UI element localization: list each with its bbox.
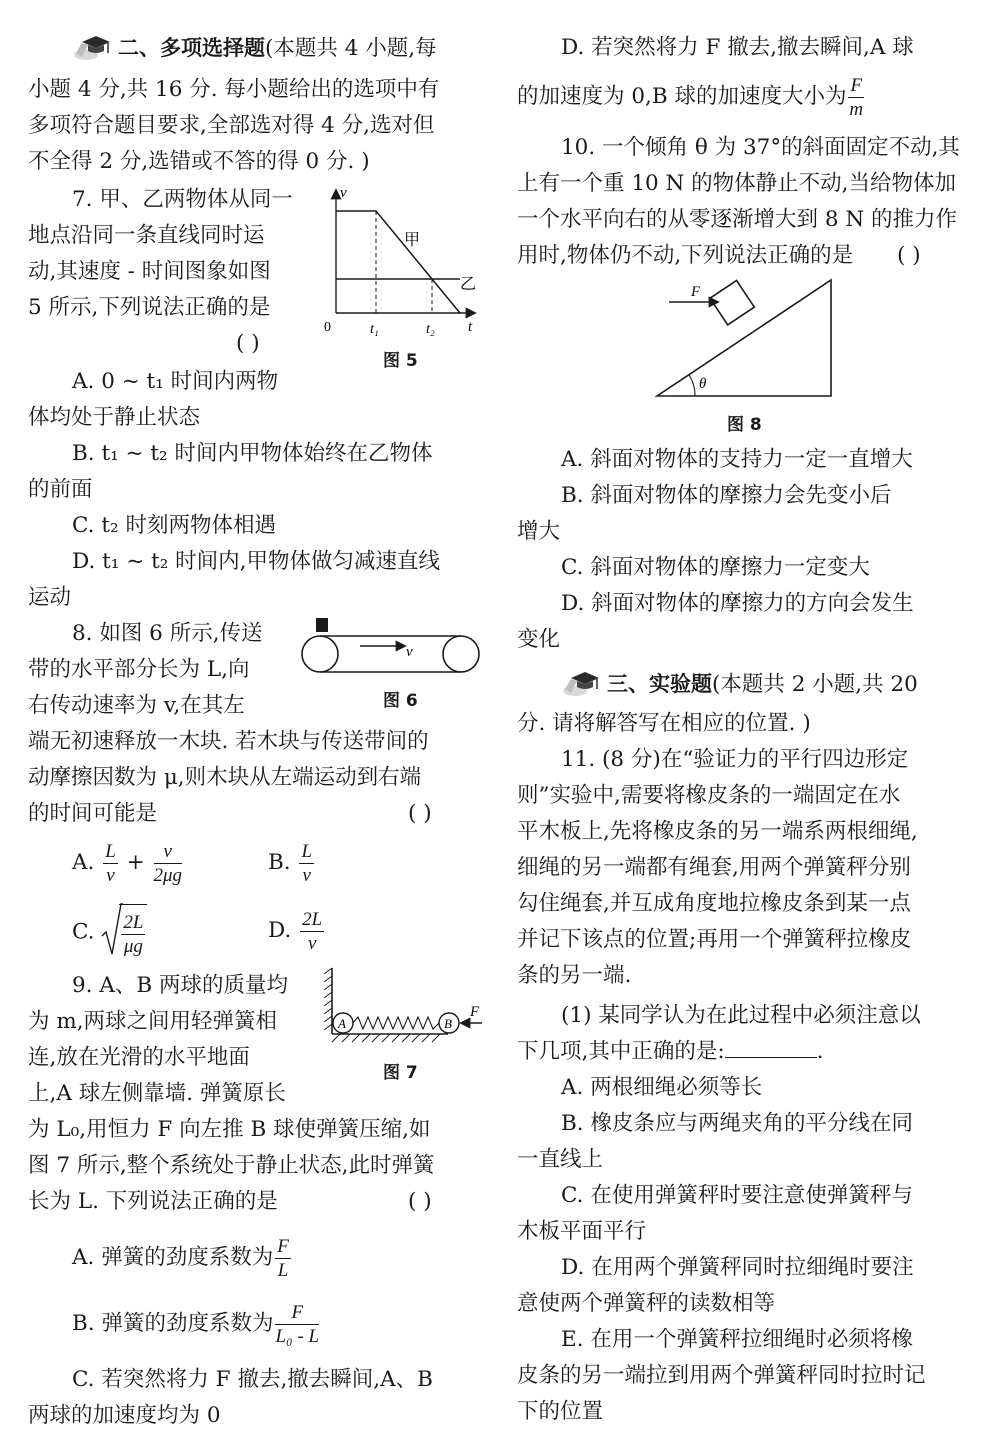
- q11-option-c: C. 在使用弹簧秤时要注意使弹簧秤与: [561, 1183, 913, 1208]
- q10-line: 上有一个重 10 N 的物体静止不动,当给物体加: [517, 171, 957, 196]
- q7-option-b: B. t₁ ~ t₂ 时间内甲物体始终在乙物体: [72, 441, 433, 466]
- q9-line: 连,放在光滑的水平地面: [28, 1045, 250, 1070]
- q10-line: 用时,物体仍不动,下列说法正确的是: [517, 243, 854, 268]
- figure-5-t2: t₂: [426, 322, 435, 337]
- section3-note: (本题共 2 小题,共 20: [712, 672, 918, 697]
- figure-5-yi-label: 乙: [460, 276, 477, 293]
- q10-line: 一个水平向右的从零逐渐增大到 8 N 的推力作: [517, 207, 957, 232]
- q9-option-b: B. 弹簧的劲度系数为 $\frac{F}{\text{L₀ - L}}$: [72, 1301, 320, 1347]
- figure-5-caption: 图 5: [383, 351, 418, 371]
- q9-option-c: C. 若突然将力 F 撤去,撤去瞬间,A、B: [72, 1367, 433, 1392]
- q8-line: 的时间可能是: [28, 801, 158, 826]
- section2-note-line: 多项符合题目要求,全部选对得 4 分,选对但: [28, 113, 435, 138]
- q11-option-d: D. 在用两个弹簧秤同时拉细绳时要注: [561, 1255, 914, 1280]
- q11-option-d-cont: 意使两个弹簧秤的读数相等: [517, 1291, 776, 1316]
- q11-sub1-line: (1) 某同学认为在此过程中必须注意以: [561, 1003, 921, 1028]
- q11-line: 并记下该点的位置;再用一个弹簧秤拉橡皮: [517, 927, 912, 952]
- q11-option-c-cont: 木板平面平行: [517, 1219, 647, 1244]
- q8-line: 端无初速释放一木块. 若木块与传送带间的: [28, 729, 429, 754]
- figure-7-spring-balls: [318, 966, 484, 1046]
- q7-option-b-cont: 的前面: [28, 477, 93, 502]
- q10-line: 10. 一个倾角 θ 为 37°的斜面固定不动,其: [561, 135, 960, 160]
- q8-option-c: C. $\frac{2L}{\mu g}$: [72, 904, 147, 958]
- figure-7-ball-a-label: A: [338, 1016, 346, 1031]
- q8-option-a: A. $\frac{L}{v}$ + $\frac{v}{2\mu g}$: [72, 840, 183, 886]
- q11-sub1-prompt: 下几项,其中正确的是: .: [517, 1039, 824, 1064]
- q10-answer-paren: ( ): [897, 243, 921, 268]
- q7-line: 5 所示,下列说法正确的是: [28, 295, 271, 320]
- q9-option-c-cont: 两球的加速度均为 0: [28, 1403, 221, 1428]
- q10-option-b-cont: 增大: [517, 519, 561, 544]
- figure-5-t-label: t: [468, 319, 473, 335]
- q11-option-b-cont: 一直线上: [517, 1147, 604, 1172]
- figure-6-conveyor: [298, 614, 483, 676]
- q9-line: 上,A 球左侧靠墙. 弹簧原长: [28, 1081, 286, 1106]
- q10-option-d-cont: 变化: [517, 627, 561, 652]
- q8-line: 右传动速率为 v,在其左: [28, 693, 245, 718]
- q8-line: 动摩擦因数为 μ,则木块从左端运动到右端: [28, 765, 422, 790]
- q8-option-d: D. $\frac{2L}{v}$: [268, 908, 323, 954]
- figure-5-v-label: v: [340, 185, 347, 201]
- figure-5-vt-graph: [320, 183, 480, 343]
- graduation-cap-icon: [561, 669, 601, 699]
- q11-line: 条的另一端.: [517, 963, 632, 988]
- q10-option-c: C. 斜面对物体的摩擦力一定变大: [561, 555, 870, 580]
- section2-title: 二、多项选择题: [118, 36, 265, 60]
- q7-option-d-cont: 运动: [28, 585, 72, 610]
- q10-option-b: B. 斜面对物体的摩擦力会先变小后: [561, 483, 892, 508]
- q8-option-b: B. $\frac{L}{v}$: [268, 840, 313, 886]
- q9-line: 长为 L. 下列说法正确的是: [28, 1189, 278, 1214]
- q11-option-b: B. 橡皮条应与两绳夹角的平分线在同: [561, 1111, 913, 1136]
- q7-line: 地点沿同一条直线同时运: [28, 223, 265, 248]
- q9-option-d-cont: 的加速度为 0,B 球的加速度大小为 $\frac{F}{m}$: [517, 74, 864, 120]
- q11-line: 勾住绳套,并互成角度地拉橡皮条到某一点: [517, 891, 911, 916]
- q11-option-e: E. 在用一个弹簧秤拉细绳时必须将橡: [561, 1327, 913, 1352]
- figure-6-v-label: v: [406, 644, 413, 660]
- q11-option-a: A. 两根细绳必须等长: [561, 1075, 763, 1100]
- figure-8-theta-label: θ: [699, 376, 707, 392]
- q11-option-e-cont: 下的位置: [517, 1399, 604, 1424]
- section3-note-line: 分. 请将解答写在相应的位置. ): [517, 711, 811, 736]
- q7-option-d: D. t₁ ~ t₂ 时间内,甲物体做匀减速直线: [72, 549, 441, 574]
- figure-8-caption: 图 8: [727, 415, 762, 435]
- section2-note-line: 不全得 2 分,选错或不答的得 0 分. ): [28, 149, 370, 174]
- q11-line: 平木板上,先将橡皮条的另一端系两根细绳,: [517, 819, 918, 844]
- figure-5-t1: t₁: [370, 322, 379, 337]
- q11-option-e-cont: 皮条的另一端拉到用两个弹簧秤同时拉时记: [517, 1363, 926, 1388]
- q7-option-a-cont: 体均处于静止状态: [28, 405, 201, 430]
- q8-line: 8. 如图 6 所示,传送: [72, 621, 263, 646]
- q9-line: 9. A、B 两球的质量均: [72, 973, 289, 998]
- q7-line: 动,其速度 - 时间图象如图: [28, 259, 271, 284]
- q8-line: 带的水平部分长为 L,向: [28, 657, 250, 682]
- q10-option-d: D. 斜面对物体的摩擦力的方向会发生: [561, 591, 914, 616]
- figure-8-incline: [651, 276, 837, 400]
- section2-header: [76, 30, 437, 66]
- figure-8-force-label: F: [691, 284, 701, 300]
- section2-note-line: 小题 4 分,共 16 分. 每小题给出的选项中有: [28, 77, 440, 102]
- q9-line: 为 m,两球之间用轻弹簧相: [28, 1009, 278, 1034]
- q10-option-a: A. 斜面对物体的支持力一定一直增大: [561, 447, 913, 472]
- figure-5-jia-label: 甲: [404, 232, 421, 249]
- section3-title: 三、实验题: [607, 672, 712, 696]
- figure-7-caption: 图 7: [383, 1063, 418, 1083]
- q9-option-a: A. 弹簧的劲度系数为 $\frac{F}{L}$: [72, 1235, 289, 1281]
- q11-answer-blank[interactable]: [725, 1037, 817, 1058]
- section3-header: [565, 666, 918, 702]
- section2-note: (本题共 4 小题,每: [265, 36, 437, 61]
- q9-option-d: D. 若突然将力 F 撤去,撤去瞬间,A 球: [561, 35, 914, 60]
- q7-answer-paren: ( ): [236, 331, 260, 356]
- q9-line: 图 7 所示,整个系统处于静止状态,此时弹簧: [28, 1153, 435, 1178]
- q7-line: 7. 甲、乙两物体从同一: [72, 187, 293, 212]
- q9-answer-paren: ( ): [408, 1189, 432, 1214]
- figure-7-ball-b-label: B: [444, 1016, 452, 1031]
- graduation-cap-icon: [72, 33, 112, 63]
- q11-line: 细绳的另一端都有绳套,用两个弹簧秤分别: [517, 855, 911, 880]
- q11-line: 11. (8 分)在“验证力的平行四边形定: [561, 747, 909, 772]
- q7-option-c: C. t₂ 时刻两物体相遇: [72, 513, 276, 538]
- q7-option-a: A. 0 ~ t₁ 时间内两物: [72, 369, 279, 394]
- q9-line: 为 L₀,用恒力 F 向左推 B 球使弹簧压缩,如: [28, 1117, 431, 1142]
- figure-5-origin: 0: [324, 320, 331, 335]
- sqrt-symbol: $\frac{2L}{\mu g}$: [101, 904, 147, 961]
- q11-line: 则”实验中,需要将橡皮条的一端固定在水: [517, 783, 901, 808]
- figure-7-force-label: F: [470, 1004, 480, 1020]
- figure-6-caption: 图 6: [383, 691, 418, 711]
- q8-answer-paren: ( ): [408, 801, 432, 826]
